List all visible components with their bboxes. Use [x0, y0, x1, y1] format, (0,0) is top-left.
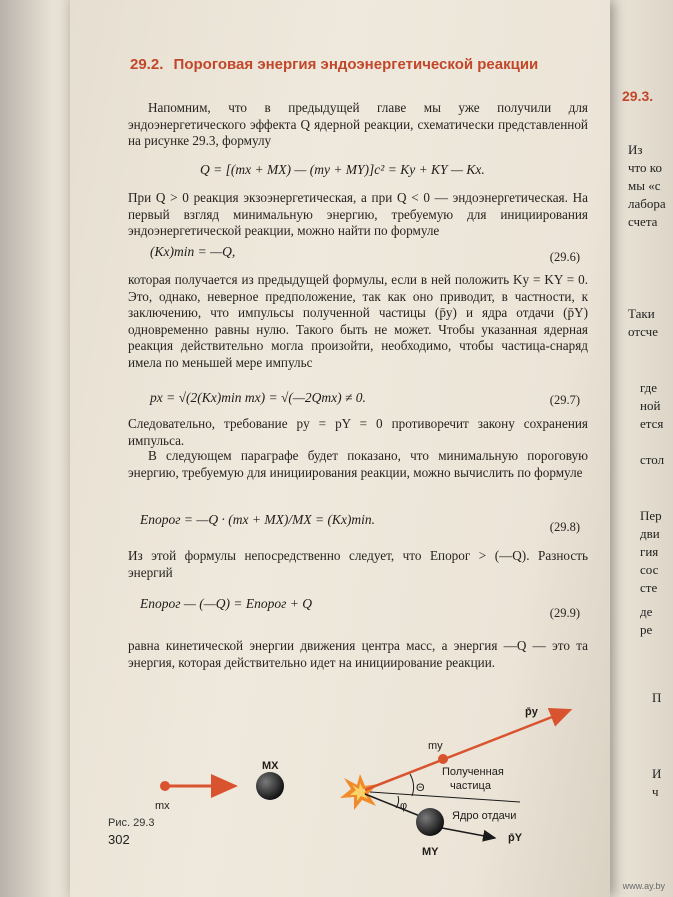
paragraph-4: Следовательно, требование py = pY = 0 противоречит закону сохранения импульса.	[128, 416, 588, 448]
right-line-11: Пер	[640, 508, 662, 523]
equation-number-29-6: (29.6)	[549, 250, 580, 264]
right-line-13: гия	[640, 544, 659, 559]
target-nucleus	[256, 772, 284, 800]
right-line-18: П	[652, 690, 662, 705]
label-recoil: Ядро отдачи	[452, 810, 517, 822]
right-page-heading: 29.3.	[622, 88, 654, 104]
book-page	[70, 0, 610, 897]
reaction-diagram	[70, 690, 610, 890]
section-heading	[130, 56, 550, 74]
right-line-7: где	[640, 380, 658, 395]
right-line-14: сос	[640, 562, 659, 577]
formula-4: Eпорог = —Q · (mx + MX)/MX = (Kx)min.	[140, 512, 376, 527]
label-received: Полученная	[442, 766, 504, 778]
label-MX: MX	[262, 760, 279, 772]
section-number: 29.2.	[130, 56, 164, 73]
label-received-2: частица	[450, 780, 491, 792]
right-line-12: дви	[640, 526, 660, 541]
equation-number-29-9: (29.9)	[549, 606, 580, 620]
right-line-6: отсче	[628, 324, 658, 339]
outgoing-path	[365, 710, 570, 790]
paragraph-2: При Q > 0 реакция экзоэнергетическая, а при Q < 0 — эндоэнергетическая. На первый взгляд минимальную энергию, требуемую для инициирования эндоэнергетической реакции, можно найти по формуле	[128, 190, 588, 238]
formula-1: Q = [(mx + MX) — (my + MY)]c² = Ky + KY — Kx.	[200, 162, 485, 177]
paragraph-6: Из этой формулы непосредственно следует, что Eпорог > (—Q). Разность энергий	[128, 548, 588, 580]
page-number: 302	[108, 832, 130, 847]
formula-2: (Kx)min = —Q,	[150, 244, 236, 259]
right-line-0: Из	[628, 142, 643, 157]
label-MY: MY	[422, 846, 439, 858]
paragraph-3: которая получается из предыдущей формулы, если в ней положить Ky = KY = 0. Это, однако, неверное предположение, так как оно приводит, в частности, к заключению, что импульсы полученной частицы (p̄y) и ядра отдачи (p̄Y) одновременно равны нулю. Такого быть не может. Чтобы указанная ядерная реакция действительно могла произойти, необходимо, чтобы частица-снаряд имела по меньшей мере импульс	[128, 272, 588, 370]
right-line-10: стол	[640, 452, 665, 467]
right-line-3: лабора	[628, 196, 666, 211]
recoil-momentum-arrow	[442, 828, 495, 838]
paragraph-5: В следующем параграфе будет показано, что минимальную пороговую энергию, требуемую для инициирования реакции, можно вычислить по формуле	[128, 448, 588, 480]
recoil-nucleus	[416, 808, 444, 836]
label-phi: φ	[400, 800, 408, 812]
right-line-8: ной	[640, 398, 661, 413]
right-line-9: ется	[640, 416, 664, 431]
right-line-20: ч	[652, 784, 659, 799]
equation-number-29-7: (29.7)	[549, 393, 580, 407]
label-py: p̄y	[525, 706, 538, 718]
theta-arc	[410, 774, 414, 796]
paragraph-1: Напомним, что в предыдущей главе мы уже получили для эндоэнергетического эффекта Q ядерной реакции, схематически представленной на рисунке 29.3, формулу	[128, 100, 588, 148]
right-line-5: Таки	[628, 306, 655, 321]
label-my: my	[428, 740, 443, 752]
right-line-15: сте	[640, 580, 658, 595]
right-line-19: И	[652, 766, 662, 781]
equation-number-29-8: (29.8)	[549, 520, 580, 534]
formula-5: Eпорог — (—Q) = Eпорог + Q	[140, 596, 312, 611]
received-particle	[438, 754, 448, 764]
right-line-1: что ко	[628, 160, 662, 175]
right-line-17: ре	[640, 622, 653, 637]
formula-3: px = √(2(Kx)min mx) = √(—2Qmx) ≠ 0.	[150, 390, 366, 405]
paragraph-7: равна кинетической энергии движения центра масс, а энергия —Q — это та энергия, которая действительно идет на инициирование реакции.	[128, 638, 588, 670]
section-title: Пороговая энергия эндоэнергетической реакции	[173, 56, 539, 73]
projectile-particle	[160, 781, 170, 791]
figure-caption: Рис. 29.3	[108, 817, 155, 829]
watermark: www.ay.by	[622, 881, 665, 891]
label-mx: mx	[155, 800, 170, 812]
right-line-4: счета	[628, 214, 658, 229]
right-line-2: мы «с	[628, 178, 661, 193]
label-pY: p̄Y	[508, 832, 523, 844]
label-theta: Θ	[416, 782, 425, 794]
reference-line	[370, 792, 520, 802]
right-line-16: де	[640, 604, 653, 619]
